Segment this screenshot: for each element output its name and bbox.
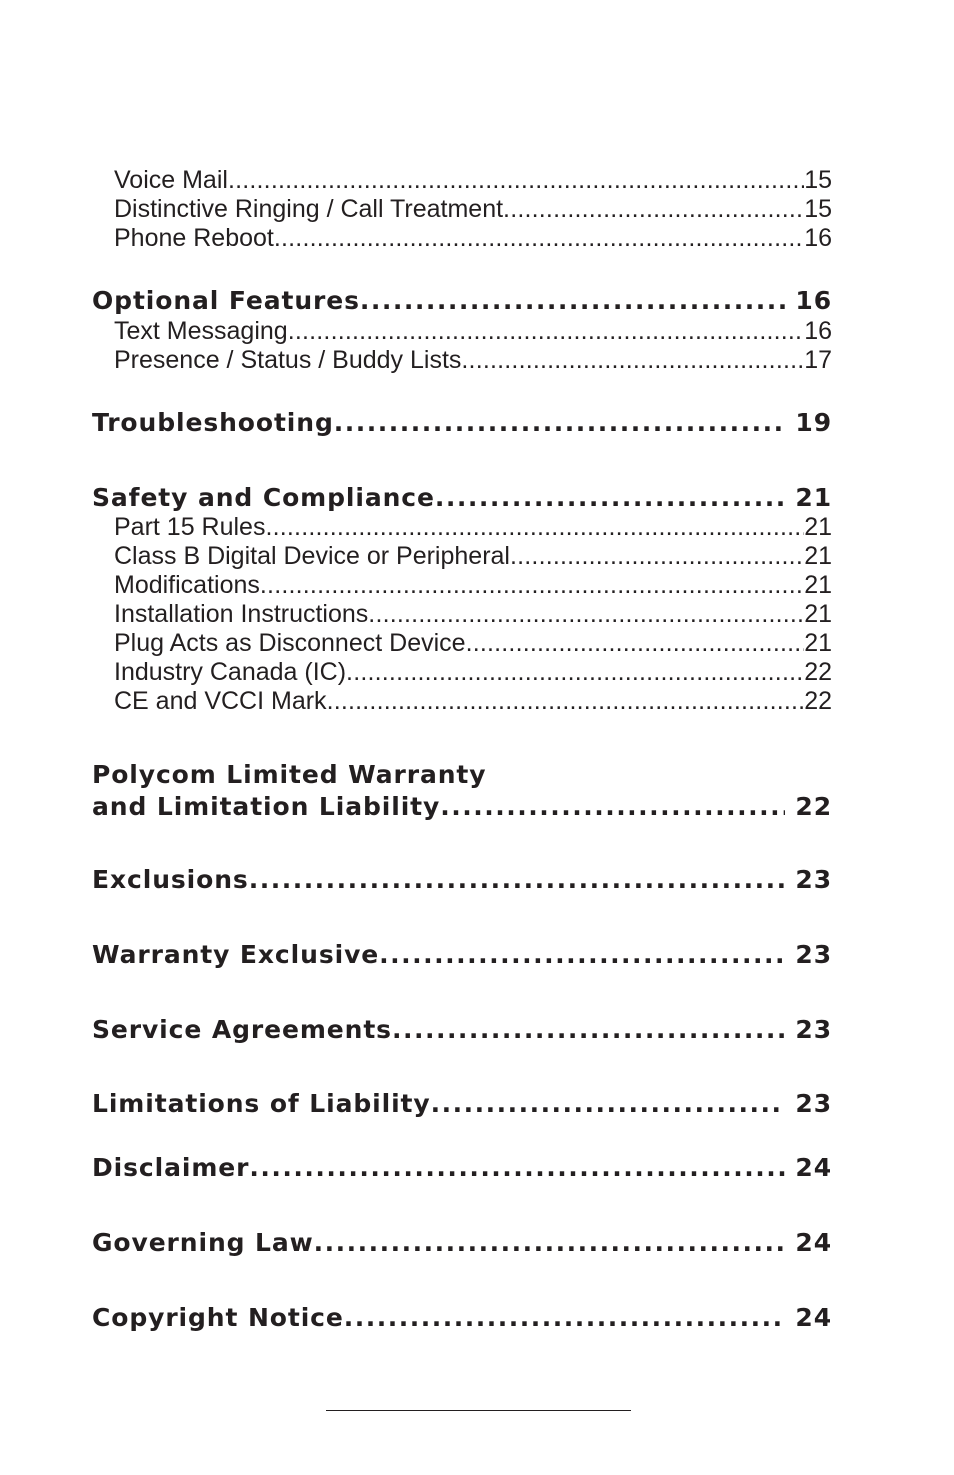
toc-entry-modifications	[92, 571, 832, 600]
dot-leader	[360, 285, 786, 317]
toc-entry-title: Distinctive Ringing / Call Treatment	[114, 195, 504, 223]
dot-leader	[274, 224, 804, 253]
dot-leader	[228, 166, 804, 195]
toc-heading-warranty	[92, 791, 832, 823]
toc-entry-page: 15	[804, 195, 832, 223]
toc-entry-page: 22	[804, 687, 832, 715]
toc-heading-title: Service Agreements	[92, 1015, 392, 1044]
toc-entry-title: Presence / Status / Buddy Lists	[114, 346, 462, 374]
toc-entry-title: Industry Canada (IC)	[114, 658, 347, 686]
toc-entry-title: Installation Instructions	[114, 600, 369, 628]
toc-heading-page: 23	[795, 1089, 832, 1118]
toc-heading-limitations-liability	[92, 1088, 832, 1120]
dot-leader	[249, 1152, 785, 1184]
dot-leader	[344, 1302, 786, 1334]
toc-entry-phone-reboot	[92, 224, 832, 253]
dot-leader	[368, 600, 804, 629]
toc-heading-service-agreements	[92, 1014, 832, 1046]
dot-leader	[392, 1014, 785, 1046]
toc-heading-page: 24	[795, 1153, 832, 1182]
toc-entry-title: Phone Reboot	[114, 224, 274, 252]
toc-entry-title: Part 15 Rules	[114, 513, 266, 541]
toc-heading-title: Safety and Compliance	[92, 483, 435, 512]
toc-entry-ce-vcci	[92, 687, 832, 716]
dot-leader	[466, 629, 805, 658]
dot-leader	[265, 513, 804, 542]
toc-entry-installation-instructions	[92, 600, 832, 629]
toc-heading-title: Warranty Exclusive	[92, 940, 380, 969]
dot-leader	[461, 346, 804, 375]
dot-leader	[288, 317, 804, 346]
toc-heading-title: Limitations of Liability	[92, 1089, 431, 1118]
toc-heading-safety-compliance	[92, 482, 832, 514]
footer-divider	[326, 1410, 631, 1411]
toc-heading-title: Governing Law	[92, 1228, 314, 1257]
dot-leader	[440, 791, 785, 823]
toc-entry-voice-mail	[92, 166, 832, 195]
toc-heading-title: Copyright Notice	[92, 1303, 344, 1332]
toc-entry-page: 15	[804, 166, 832, 194]
toc-heading-page: 24	[795, 1228, 832, 1257]
toc-entry-part-15-rules	[92, 513, 832, 542]
toc-heading-page: 22	[795, 792, 832, 821]
toc-entry-title: Voice Mail	[114, 166, 228, 194]
dot-leader	[314, 1227, 786, 1259]
toc-entry-class-b	[92, 542, 832, 571]
toc-heading-title: Troubleshooting	[92, 408, 334, 437]
toc-heading-governing-law	[92, 1227, 832, 1259]
toc-entry-page: 21	[804, 600, 832, 628]
toc-entry-industry-canada	[92, 658, 832, 687]
toc-heading-title: Disclaimer	[92, 1153, 250, 1182]
toc-entry-presence-status	[92, 346, 832, 375]
toc-heading-title: Optional Features	[92, 286, 360, 315]
toc-heading-disclaimer	[92, 1152, 832, 1184]
toc-heading-page: 19	[795, 408, 832, 437]
toc-entry-page: 21	[804, 629, 832, 657]
toc-heading-page: 16	[795, 286, 832, 315]
dot-leader	[327, 687, 805, 716]
toc-heading-troubleshooting	[92, 407, 832, 439]
toc-heading-optional-features	[92, 285, 832, 317]
toc-heading-title: Exclusions	[92, 865, 249, 894]
toc-entry-plug-disconnect	[92, 629, 832, 658]
toc-entry-title: Class B Digital Device or Peripheral	[114, 542, 510, 570]
toc-heading-page: 23	[795, 865, 832, 894]
toc-entry-distinctive-ringing	[92, 195, 832, 224]
toc-heading-warranty-exclusive	[92, 939, 832, 971]
toc-entry-page: 17	[804, 346, 832, 374]
toc-entry-page: 22	[804, 658, 832, 686]
dot-leader	[346, 658, 804, 687]
dot-leader	[435, 482, 786, 514]
toc-heading-page: 21	[795, 483, 832, 512]
toc-entry-page: 21	[804, 542, 832, 570]
toc-heading-exclusions	[92, 864, 832, 896]
toc-entry-title: Text Messaging	[114, 317, 288, 345]
dot-leader	[510, 542, 804, 571]
toc-entry-page: 21	[804, 513, 832, 541]
toc-heading-page: 23	[795, 940, 832, 969]
dot-leader	[249, 864, 786, 896]
dot-leader	[431, 1088, 786, 1120]
toc-entry-title: CE and VCCI Mark	[114, 687, 327, 715]
toc-entry-title: Plug Acts as Disconnect Device	[114, 629, 466, 657]
toc-heading-warranty-line1: Polycom Limited Warranty	[92, 760, 487, 789]
toc-heading-title: and Limitation Liability	[92, 792, 441, 821]
toc-entry-text-messaging	[92, 317, 832, 346]
toc-heading-page: 23	[795, 1015, 832, 1044]
toc-heading-page: 24	[795, 1303, 832, 1332]
toc-entry-page: 16	[804, 224, 832, 252]
dot-leader	[334, 407, 786, 439]
toc-entry-page: 16	[804, 317, 832, 345]
dot-leader	[260, 571, 804, 600]
dot-leader	[503, 195, 804, 224]
toc-entry-title: Modifications	[114, 571, 260, 599]
dot-leader	[379, 939, 785, 971]
toc-entry-page: 21	[804, 571, 832, 599]
toc-heading-copyright-notice	[92, 1302, 832, 1334]
